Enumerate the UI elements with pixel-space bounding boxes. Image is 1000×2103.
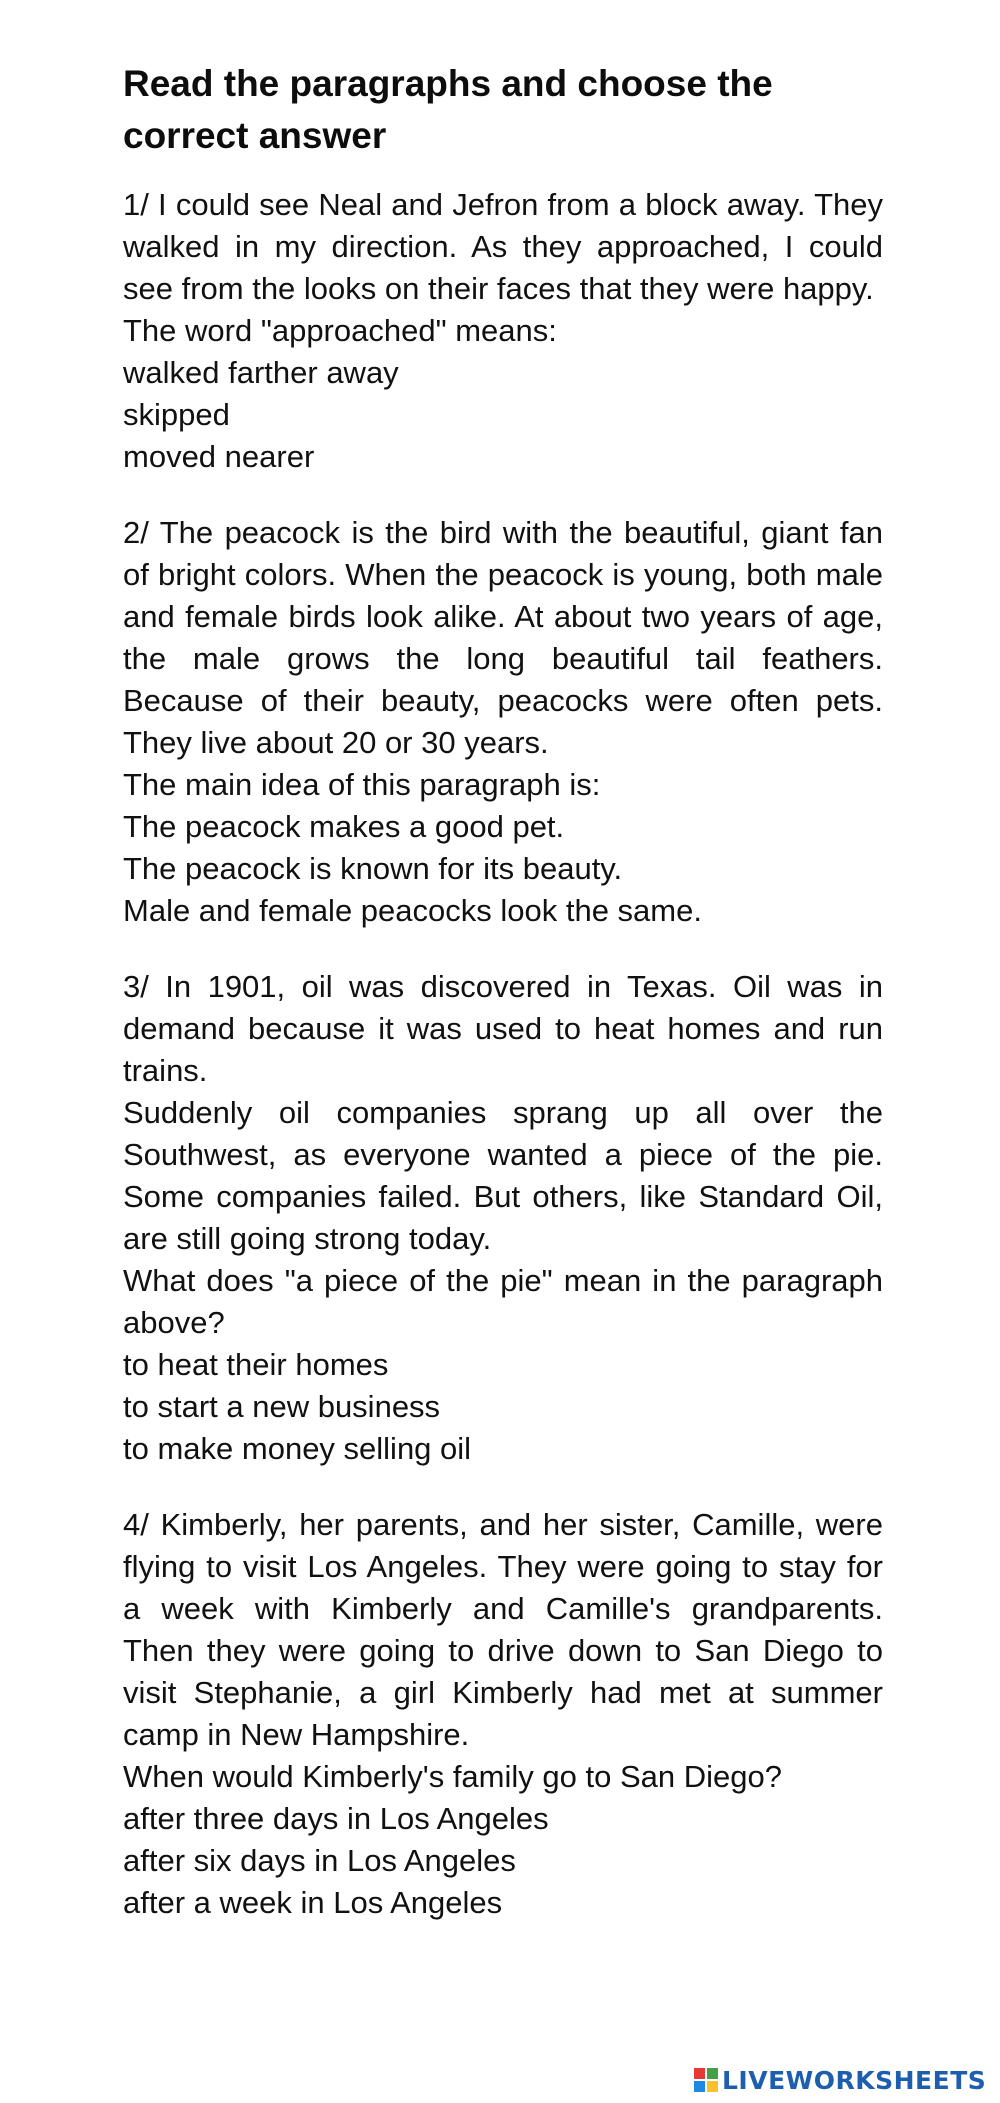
answer-option[interactable]: walked farther away <box>123 355 399 390</box>
answer-option[interactable]: to make money selling oil <box>123 1431 472 1466</box>
liveworksheets-logo-icon <box>694 2068 718 2092</box>
answer-option[interactable]: to heat their homes <box>123 1347 389 1382</box>
answer-option[interactable]: skipped <box>123 397 230 432</box>
question-prompt: When would Kimberly's family go to San Diego? <box>123 1759 782 1794</box>
brand-name: LIVEWORKSHEETS <box>722 2065 987 2095</box>
answer-option[interactable]: to start a new business <box>123 1389 441 1424</box>
answer-option[interactable]: after three days in Los Angeles <box>123 1801 549 1836</box>
passage: 3/ In 1901, oil was discovered in Texas. Oil was in demand because it was used to heat homes and run trains. <box>123 969 883 1088</box>
question-prompt: What does "a piece of the pie" mean in the paragraph above? <box>123 1263 883 1340</box>
answer-option[interactable]: after a week in Los Angeles <box>123 1885 503 1920</box>
brand-watermark <box>694 2066 986 2094</box>
question-4 <box>123 1504 883 1924</box>
worksheet-content <box>123 58 883 1958</box>
passage: 4/ Kimberly, her parents, and her sister, Camille, were flying to visit Los Angeles. They were going to stay for a week with Kimberly and Camille's grandparents. Then they were going to drive down to San Diego to visit Stephanie, a girl Kimberly had met at summer camp in New Hampshire. <box>123 1507 883 1752</box>
passage-continued: Suddenly oil companies sprang up all over the Southwest, as everyone wanted a piece of the pie. Some companies failed. But others, like Standard Oil, are still going strong today. <box>123 1095 883 1256</box>
question-1 <box>123 184 883 478</box>
passage: 2/ The peacock is the bird with the beautiful, giant fan of bright colors. When the peacock is young, both male and female birds look alike. At about two years of age, the male grows the long beautiful tail feathers. Because of their beauty, peacocks were often pets. They live about 20 or 30 years. <box>123 515 883 760</box>
answer-option[interactable]: Male and female peacocks look the same. <box>123 893 702 928</box>
question-prompt: The main idea of this paragraph is: <box>123 767 601 802</box>
answer-option[interactable]: The peacock makes a good pet. <box>123 809 565 844</box>
answer-option[interactable]: after six days in Los Angeles <box>123 1843 516 1878</box>
question-3 <box>123 966 883 1470</box>
question-prompt: The word "approached" means: <box>123 313 557 348</box>
passage: 1/ I could see Neal and Jefron from a block away. They walked in my direction. As they approached, I could see from the looks on their faces that they were happy. <box>123 187 883 306</box>
answer-option[interactable]: moved nearer <box>123 439 315 474</box>
page-title: Read the paragraphs and choose the correct answer <box>123 63 773 156</box>
question-2 <box>123 512 883 932</box>
answer-option[interactable]: The peacock is known for its beauty. <box>123 851 623 886</box>
